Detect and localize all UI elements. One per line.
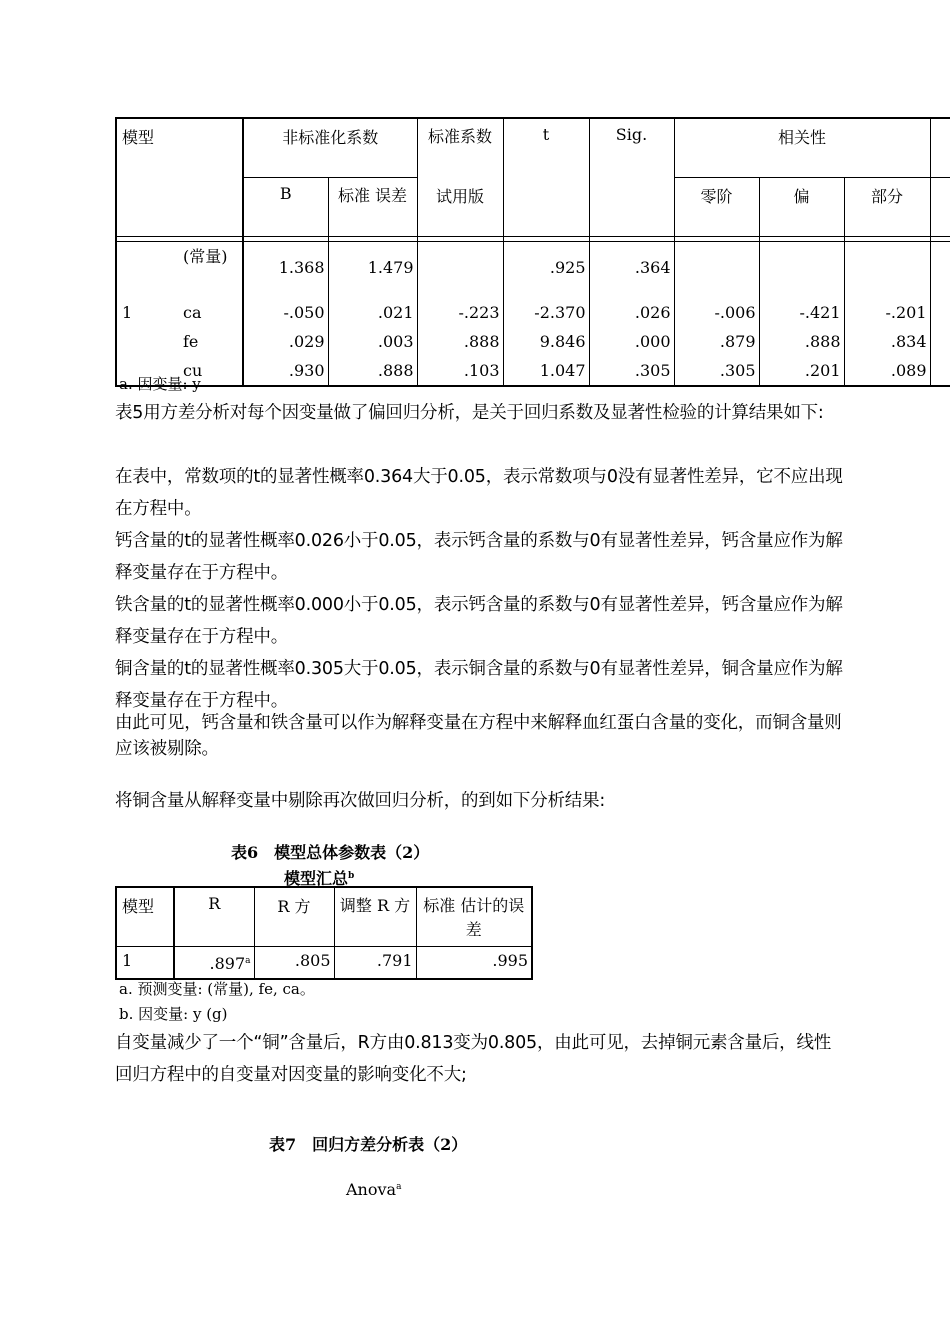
cell-t: 1.047: [503, 356, 589, 386]
header-spare-cell: [930, 118, 950, 178]
paragraph: 表5用方差分析对每个因变量做了偏回归分析，是关于回归系数及显著性检验的计算结果如下:: [115, 403, 824, 423]
cell-b: .930: [243, 356, 328, 386]
row-label: cu: [116, 356, 243, 386]
paragraph: 由此可见，钙含量和铁含量可以作为解释变量在方程中来解释血红蛋白含量的变化，而铜含量则应该被剔除。: [115, 713, 842, 759]
header-zero-order: 零阶: [674, 178, 759, 237]
summary-header-std-error: 标准 估计的误差: [416, 887, 532, 947]
summary-cell-r: .897$^a$: [174, 947, 254, 980]
cell-zero: [674, 242, 759, 299]
header-partial: 偏: [759, 178, 844, 237]
paragraph: 铜含量的t的显著性概率0.305大于0.05，表示铜含量的系数与0有显著性差异，铜含量应作为解释变量存在于方程中。: [115, 659, 843, 711]
cell-t: 9.846: [503, 327, 589, 356]
summary-cell-r2: .805: [254, 947, 334, 980]
row-label: fe: [116, 327, 243, 356]
table6-caption: 表6 模型总体参数表（2）: [231, 843, 430, 862]
header-correlations: 相关性: [674, 118, 930, 178]
header-part: 部分: [844, 178, 930, 237]
cell-sig: .026: [589, 298, 674, 327]
header-b: B: [243, 178, 328, 237]
summary-header-r: R: [174, 887, 254, 947]
cell-sig: .000: [589, 327, 674, 356]
header-standardized: 标准系数: [417, 118, 503, 178]
cell-part: .834: [844, 327, 930, 356]
table7-caption: 表7 回归方差分析表（2）: [269, 1135, 468, 1154]
cell-zero: .879: [674, 327, 759, 356]
cell-part: [844, 242, 930, 299]
cell-partial: .888: [759, 327, 844, 356]
cell-b: -.050: [243, 298, 328, 327]
cell-partial: [759, 242, 844, 299]
cell-se: .021: [328, 298, 417, 327]
cell-t: .925: [503, 242, 589, 299]
coef-table-footnote: a. 因变量: y: [119, 375, 201, 393]
cell-sig: .305: [589, 356, 674, 386]
paragraph: 铁含量的t的显著性概率0.000小于0.05，表示钙含量的系数与0有显著性差异，钙含量应作为解释变量存在于方程中。: [115, 595, 843, 647]
cell-part: -.201: [844, 298, 930, 327]
cell-beta: .888: [417, 327, 503, 356]
summary-cell-model: 1: [116, 947, 174, 980]
cell-zero: -.006: [674, 298, 759, 327]
table7-subtitle: Anova$^a$: [346, 1180, 402, 1199]
cell-beta: .103: [417, 356, 503, 386]
paragraph: 将铜含量从解释变量中剔除再次做回归分析，的到如下分析结果:: [115, 791, 606, 811]
summary-cell-std-error: .995: [416, 947, 532, 980]
row-label: ca: [183, 303, 202, 322]
cell-beta: [417, 242, 503, 299]
table-row: [116, 298, 950, 327]
cell-t: -2.370: [503, 298, 589, 327]
row-label: (常量): [116, 242, 243, 299]
cell-se: 1.479: [328, 242, 417, 299]
summary-footnote-b: b. 因变量: y (g): [119, 1005, 228, 1023]
cell-se: .888: [328, 356, 417, 386]
header-std-error: 标准 误差: [328, 178, 417, 237]
cell-b: 1.368: [243, 242, 328, 299]
cell-sig: .364: [589, 242, 674, 299]
table-row: [116, 356, 950, 386]
cell-b: .029: [243, 327, 328, 356]
cell-part: .089: [844, 356, 930, 386]
table6-subtitle: 模型汇总$^b$: [284, 869, 355, 888]
header-model: 模型: [116, 118, 243, 237]
coefficients-table: [115, 117, 950, 387]
header-t: t: [503, 118, 589, 237]
summary-footnote-a: a. 预测变量: (常量), fe, ca。: [119, 980, 315, 998]
cell-partial: .201: [759, 356, 844, 386]
paragraph: 钙含量的t的显著性概率0.026小于0.05，表示钙含量的系数与0有显著性差异，钙含量应作为解释变量存在于方程中。: [115, 531, 843, 583]
table-row: [116, 327, 950, 356]
header-sig: Sig.: [589, 118, 674, 237]
header-beta: 试用版: [417, 178, 503, 237]
cell-beta: -.223: [417, 298, 503, 327]
paragraph: 在表中，常数项的t的显著性概率0.364大于0.05，表示常数项与0没有显著性差异，它不应出现在方程中。: [115, 467, 843, 519]
table-row: [116, 947, 532, 980]
model-summary-table: [115, 886, 533, 980]
summary-header-adjusted-r2: 调整 R 方: [334, 887, 416, 947]
header-spare-cell: [930, 178, 950, 237]
summary-header-model: 模型: [116, 887, 174, 947]
summary-header-r2: R 方: [254, 887, 334, 947]
model-number: 1: [122, 303, 133, 322]
header-unstandardized: 非标准化系数: [243, 118, 417, 178]
table-row: [116, 242, 950, 299]
paragraph: 自变量减少了一个“铜”含量后，R方由0.813变为0.805，由此可见，去掉铜元素含量后，线性回归方程中的自变量对因变量的影响变化不大;: [115, 1033, 832, 1085]
cell-partial: -.421: [759, 298, 844, 327]
cell-zero: .305: [674, 356, 759, 386]
summary-cell-adjusted-r2: .791: [334, 947, 416, 980]
cell-se: .003: [328, 327, 417, 356]
